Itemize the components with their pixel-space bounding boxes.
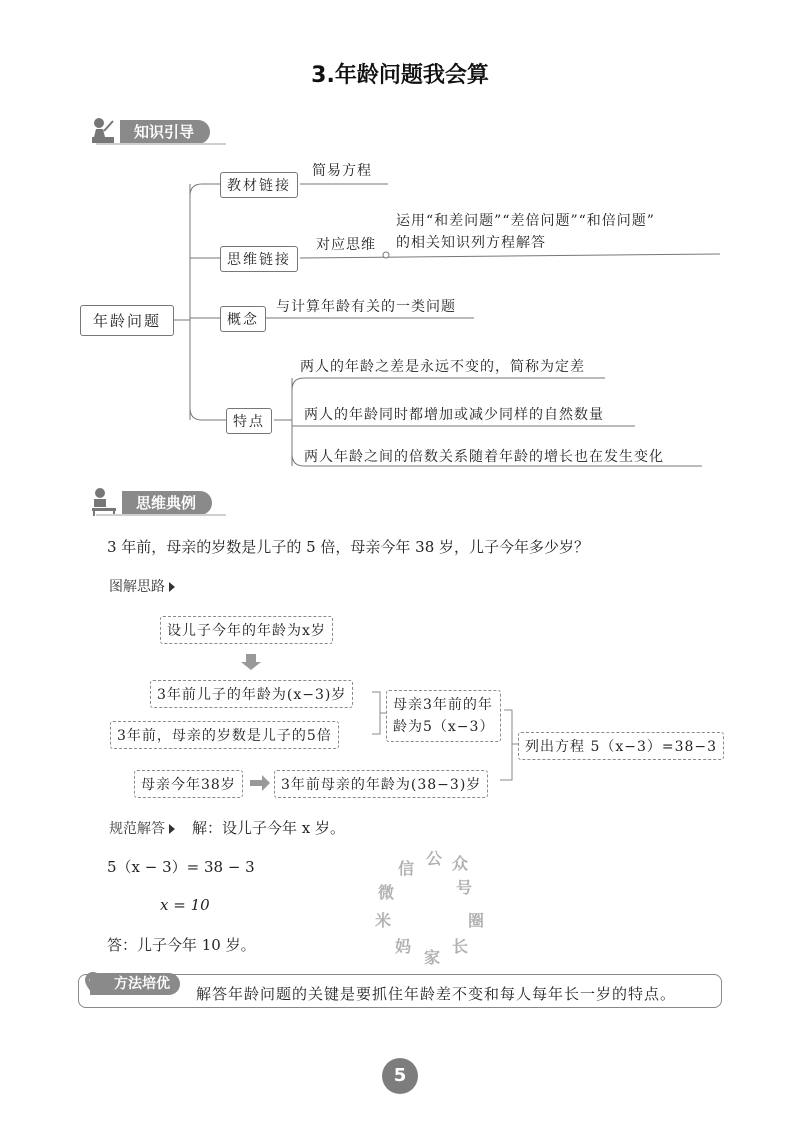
triangle-icon xyxy=(169,824,175,834)
flow-box-equation: 列出方程 5（x−3）=38−3 xyxy=(518,732,724,760)
flow-box-line: 母亲3年前的年 xyxy=(393,697,493,713)
stamp-char: 公 xyxy=(426,849,443,868)
flow-box-mother-3y-ago: 3年前母亲的年龄为(38−3)岁 xyxy=(274,770,488,798)
right-arrow-icon xyxy=(250,775,270,791)
flow-box-mother-now: 母亲今年38岁 xyxy=(134,770,243,798)
tip-badge: 方法培优 xyxy=(90,973,180,995)
stamp-char: 圈 xyxy=(468,911,485,930)
mindmap-node-concept: 概念 xyxy=(220,306,266,332)
diagram-heading: 图解思路 xyxy=(109,576,175,596)
page-number: 5 xyxy=(382,1058,418,1094)
stamp-char: 微 xyxy=(378,883,395,902)
stamp-char: 米 xyxy=(375,911,392,930)
section-knowledge-badge: 知识引导 xyxy=(120,120,210,144)
page-title: 3.年龄问题我会算 xyxy=(311,63,489,88)
mindmap-feature-item: 两人的年龄同时都增加或减少同样的自然数量 xyxy=(304,407,604,423)
tip-text: 解答年龄问题的关键是要抓住年龄差不变和每人每年长一岁的特点。 xyxy=(196,985,677,1003)
flow-box-condition: 3年前，母亲的岁数是儿子的5倍 xyxy=(110,721,339,749)
stamp-char: 长 xyxy=(452,937,469,956)
stamp-char: 众 xyxy=(452,854,469,873)
mindmap-text-methods-line2: 的相关知识列方程解答 xyxy=(396,235,546,251)
answer: 答：儿子今年 10 岁。 xyxy=(107,936,256,954)
mindmap-text-corresponding-thinking: 对应思维 xyxy=(316,237,376,253)
flow-box-mother-age-3y xyxy=(386,690,501,742)
equation-step-1: 5（x − 3）= 38 − 3 xyxy=(107,858,255,876)
mindmap-node-features: 特点 xyxy=(226,408,272,434)
flow-box-assume: 设儿子今年的年龄为x岁 xyxy=(160,616,333,644)
stamp-char: 家 xyxy=(424,948,441,967)
mindmap-feature-item: 两人的年龄之差是永远不变的，简称为定差 xyxy=(300,359,585,375)
mindmap-root: 年龄问题 xyxy=(80,305,174,336)
mindmap-feature-item: 两人年龄之间的倍数关系随着年龄的增长也在发生变化 xyxy=(304,449,664,465)
flow-box-line: 龄为5（x−3） xyxy=(393,719,495,735)
flow-box-son-age: 3年前儿子的年龄为(x−3)岁 xyxy=(150,680,353,708)
solution-intro: 解：设儿子今年 x 岁。 xyxy=(192,819,345,837)
solution-heading: 规范解答 xyxy=(109,818,175,838)
mindmap-text-simple-equation: 简易方程 xyxy=(312,163,372,179)
problem-statement: 3 年前，母亲的岁数是儿子的 5 倍，母亲今年 38 岁，儿子今年多少岁？ xyxy=(107,538,590,556)
mindmap-node-textbook-link: 教材链接 xyxy=(220,172,298,198)
mindmap-node-thinking-link: 思维链接 xyxy=(220,246,298,272)
section-example-badge: 思维典例 xyxy=(122,491,212,515)
down-arrow-icon xyxy=(241,654,261,670)
equation-step-2: x = 10 xyxy=(160,896,210,914)
stamp-char: 号 xyxy=(456,878,473,897)
mindmap-text-concept: 与计算年龄有关的一类问题 xyxy=(276,299,456,315)
mindmap-text-methods-line1: 运用“和差问题”“差倍问题”“和倍问题” xyxy=(396,213,655,229)
stamp-char: 信 xyxy=(398,859,415,878)
stamp-char: 妈 xyxy=(395,937,412,956)
